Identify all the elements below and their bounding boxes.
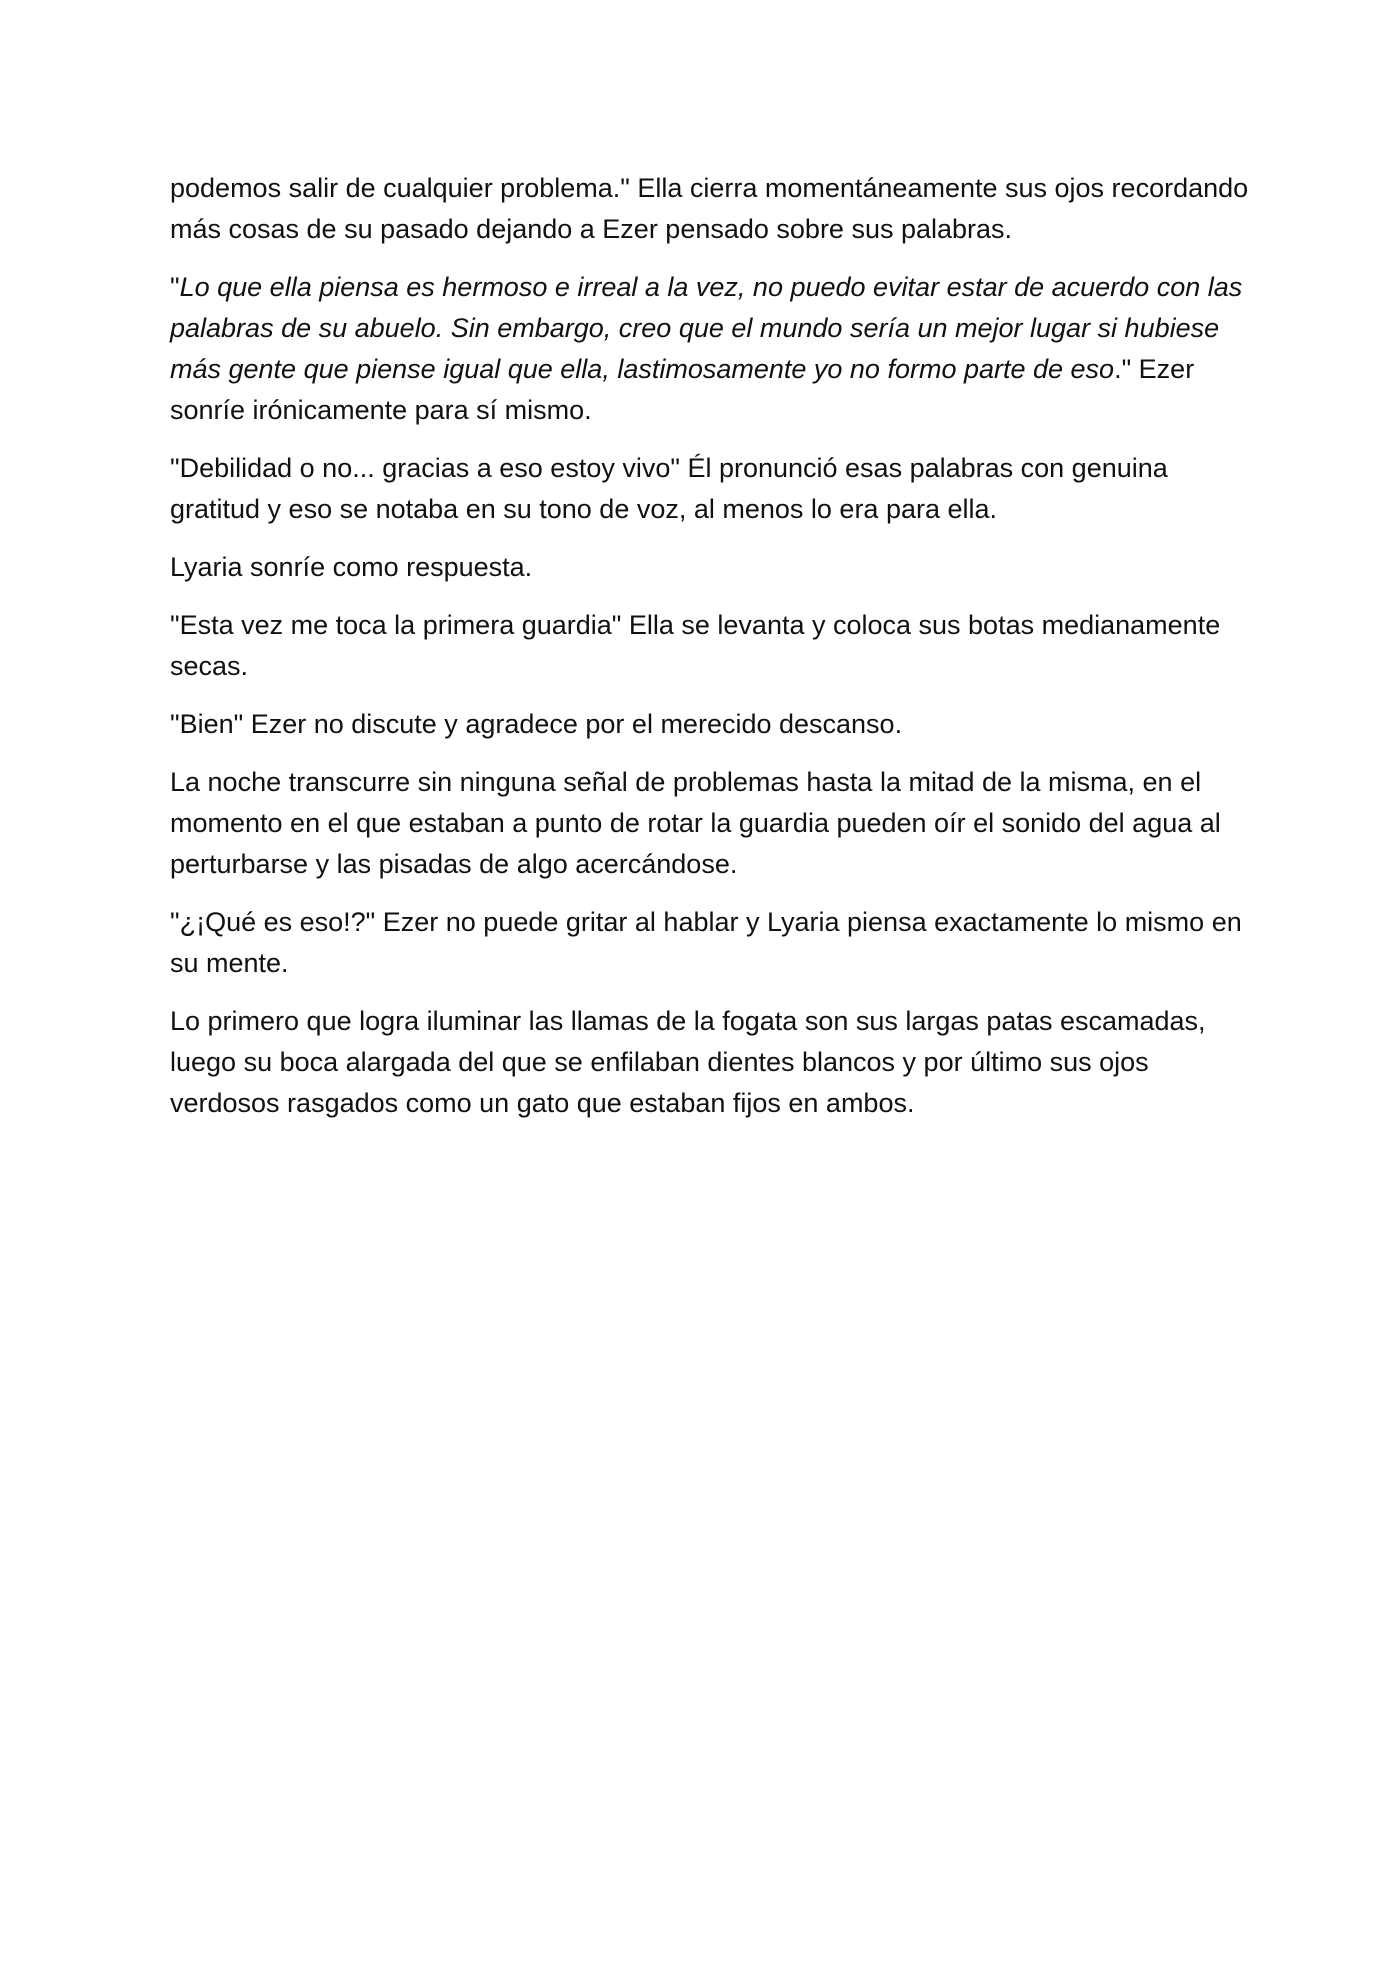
paragraph-text: "Debilidad o no... gracias a eso estoy vivo" Él pronunció esas palabras con genuina gratitud y eso se notaba en su tono de voz, al menos lo era para ella. [170,453,1168,524]
paragraph-thought [170,267,1250,431]
paragraph-text: podemos salir de cualquier problema." Ella cierra momentáneamente sus ojos recordando más cosas de su pasado dejando a Ezer pensado sobre sus palabras. [170,173,1249,244]
paragraph [170,448,1250,530]
paragraph [170,168,1250,250]
paragraph-text: "Bien" Ezer no discute y agradece por el merecido descanso. [170,709,903,739]
paragraph-text: "Esta vez me toca la primera guardia" Ella se levanta y coloca sus botas medianamente secas. [170,610,1221,681]
paragraph [170,547,1250,588]
paragraph-text: Lyaria sonríe como respuesta. [170,552,533,582]
paragraph-text: "¿¡Qué es eso!?" Ezer no puede gritar al hablar y Lyaria piensa exactamente lo mismo en su mente. [170,907,1242,978]
document-body [170,168,1250,1141]
paragraph-text: ." Ezer sonríe irónicamente para sí mismo. [170,354,1195,425]
paragraph [170,704,1250,745]
paragraph [170,605,1250,687]
italic-thought-text: Lo que ella piensa es hermoso e irreal a la vez, no puedo evitar estar de acuerdo con las palabras de su abuelo. Sin embargo, creo que el mundo sería un mejor lugar si hubiese más gente que piense igual que ella, lastimosamente yo no formo parte de eso [170,272,1243,384]
paragraph [170,902,1250,984]
paragraph-text: Lo primero que logra iluminar las llamas de la fogata son sus largas patas escamadas, luego su boca alargada del que se enfilaban dientes blancos y por último sus ojos verdosos rasgados como un gato que estaban fijos en ambos. [170,1006,1206,1118]
paragraph-text: La noche transcurre sin ninguna señal de problemas hasta la mitad de la misma, en el momento en el que estaban a punto de rotar la guardia pueden oír el sonido del agua al perturbarse y las pisadas de algo acercándose. [170,767,1221,879]
paragraph [170,1001,1250,1124]
open-quote: " [170,272,180,302]
paragraph [170,762,1250,885]
